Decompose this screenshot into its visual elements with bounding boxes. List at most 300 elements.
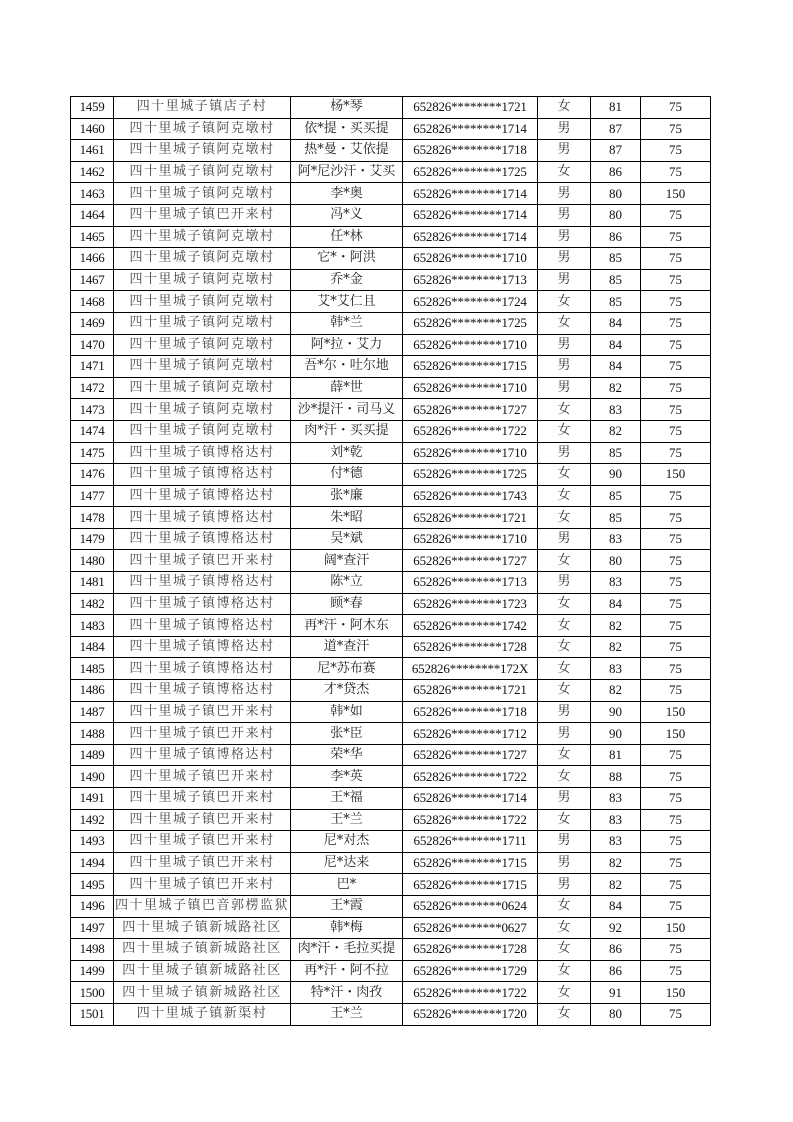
id-number-cell: 652826********1721 [403, 507, 538, 529]
row-number: 1491 [71, 788, 114, 810]
id-number-cell: 652826********0624 [403, 895, 538, 917]
table-row [71, 312, 711, 334]
age-cell: 80 [591, 204, 641, 226]
amount-cell: 150 [641, 917, 711, 939]
name-cell: 特*汗・肉孜 [291, 982, 403, 1004]
id-number-cell: 652826********1722 [403, 766, 538, 788]
id-number-cell: 652826********1710 [403, 334, 538, 356]
address-cell: 四十里城子镇博格达村 [114, 485, 291, 507]
name-cell: 冯*义 [291, 204, 403, 226]
name-cell: 王*兰 [291, 1003, 403, 1025]
id-number-cell: 652826********1710 [403, 442, 538, 464]
row-number: 1500 [71, 982, 114, 1004]
table-row [71, 982, 711, 1004]
address-cell: 四十里城子镇博格达村 [114, 680, 291, 702]
amount-cell: 75 [641, 766, 711, 788]
table-row [71, 118, 711, 140]
id-number-cell: 652826********1724 [403, 291, 538, 313]
age-cell: 83 [591, 831, 641, 853]
name-cell: 吴*斌 [291, 528, 403, 550]
address-cell: 四十里城子镇巴开来村 [114, 766, 291, 788]
id-number-cell: 652826********1710 [403, 248, 538, 270]
age-cell: 83 [591, 809, 641, 831]
name-cell: 依*提・买买提 [291, 118, 403, 140]
name-cell: 张*廉 [291, 485, 403, 507]
amount-cell: 75 [641, 831, 711, 853]
name-cell: 尼*苏布赛 [291, 658, 403, 680]
row-number: 1485 [71, 658, 114, 680]
id-number-cell: 652826********1723 [403, 593, 538, 615]
age-cell: 90 [591, 701, 641, 723]
address-cell: 四十里城子镇阿克墩村 [114, 118, 291, 140]
table-row [71, 939, 711, 961]
age-cell: 82 [591, 615, 641, 637]
amount-cell: 150 [641, 183, 711, 205]
address-cell: 四十里城子镇巴开来村 [114, 204, 291, 226]
table-row [71, 226, 711, 248]
table-row [71, 420, 711, 442]
age-cell: 84 [591, 312, 641, 334]
amount-cell: 75 [641, 939, 711, 961]
address-cell: 四十里城子镇博格达村 [114, 593, 291, 615]
table-row [71, 701, 711, 723]
amount-cell: 75 [641, 788, 711, 810]
address-cell: 四十里城子镇阿克墩村 [114, 226, 291, 248]
sex-cell: 女 [538, 636, 591, 658]
id-number-cell: 652826********1727 [403, 399, 538, 421]
table-row [71, 204, 711, 226]
amount-cell: 75 [641, 97, 711, 119]
table-row [71, 140, 711, 162]
name-cell: 艾*艾仁且 [291, 291, 403, 313]
address-cell: 四十里城子镇阿克墩村 [114, 269, 291, 291]
address-cell: 四十里城子镇巴开来村 [114, 831, 291, 853]
id-number-cell: 652826********1727 [403, 550, 538, 572]
amount-cell: 75 [641, 658, 711, 680]
id-number-cell: 652826********1710 [403, 377, 538, 399]
age-cell: 90 [591, 723, 641, 745]
amount-cell: 75 [641, 269, 711, 291]
amount-cell: 75 [641, 399, 711, 421]
address-cell: 四十里城子镇阿克墩村 [114, 312, 291, 334]
name-cell: 顾*春 [291, 593, 403, 615]
sex-cell: 女 [538, 658, 591, 680]
id-number-cell: 652826********1721 [403, 680, 538, 702]
row-number: 1487 [71, 701, 114, 723]
sex-cell: 男 [538, 723, 591, 745]
id-number-cell: 652826********1712 [403, 723, 538, 745]
amount-cell: 75 [641, 442, 711, 464]
amount-cell: 75 [641, 680, 711, 702]
age-cell: 85 [591, 507, 641, 529]
sex-cell: 女 [538, 895, 591, 917]
age-cell: 82 [591, 852, 641, 874]
address-cell: 四十里城子镇博格达村 [114, 658, 291, 680]
table-row [71, 852, 711, 874]
name-cell: 尼*对杰 [291, 831, 403, 853]
age-cell: 87 [591, 118, 641, 140]
row-number: 1477 [71, 485, 114, 507]
row-number: 1484 [71, 636, 114, 658]
sex-cell: 男 [538, 183, 591, 205]
age-cell: 82 [591, 636, 641, 658]
age-cell: 80 [591, 550, 641, 572]
sex-cell: 女 [538, 960, 591, 982]
table-row [71, 917, 711, 939]
table-row [71, 723, 711, 745]
name-cell: 道*查汗 [291, 636, 403, 658]
sex-cell: 男 [538, 269, 591, 291]
sex-cell: 男 [538, 248, 591, 270]
address-cell: 四十里城子镇阿克墩村 [114, 291, 291, 313]
address-cell: 四十里城子镇博格达村 [114, 572, 291, 594]
sex-cell: 男 [538, 874, 591, 896]
amount-cell: 75 [641, 636, 711, 658]
age-cell: 88 [591, 766, 641, 788]
address-cell: 四十里城子镇店子村 [114, 97, 291, 119]
name-cell: 陈*立 [291, 572, 403, 594]
table-row [71, 399, 711, 421]
sex-cell: 男 [538, 852, 591, 874]
address-cell: 四十里城子镇新城路社区 [114, 939, 291, 961]
amount-cell: 75 [641, 291, 711, 313]
id-number-cell: 652826********1722 [403, 982, 538, 1004]
amount-cell: 150 [641, 982, 711, 1004]
id-number-cell: 652826********1714 [403, 183, 538, 205]
sex-cell: 女 [538, 982, 591, 1004]
age-cell: 82 [591, 377, 641, 399]
amount-cell: 75 [641, 118, 711, 140]
id-number-cell: 652826********1715 [403, 874, 538, 896]
address-cell: 四十里城子镇阿克墩村 [114, 248, 291, 270]
name-cell: 荣*华 [291, 744, 403, 766]
address-cell: 四十里城子镇巴开来村 [114, 701, 291, 723]
amount-cell: 75 [641, 960, 711, 982]
id-number-cell: 652826********172X [403, 658, 538, 680]
name-cell: 肉*汗・毛拉买提 [291, 939, 403, 961]
address-cell: 四十里城子镇阿克墩村 [114, 161, 291, 183]
table-row [71, 809, 711, 831]
id-number-cell: 652826********1710 [403, 528, 538, 550]
name-cell: 热*曼・艾依提 [291, 140, 403, 162]
table-row [71, 960, 711, 982]
name-cell: 韩*如 [291, 701, 403, 723]
table-row [71, 183, 711, 205]
row-number: 1480 [71, 550, 114, 572]
age-cell: 84 [591, 593, 641, 615]
table-row [71, 874, 711, 896]
table-row [71, 550, 711, 572]
sex-cell: 男 [538, 788, 591, 810]
address-cell: 四十里城子镇阿克墩村 [114, 356, 291, 378]
roster-table [70, 96, 711, 1026]
sex-cell: 女 [538, 744, 591, 766]
id-number-cell: 652826********1718 [403, 701, 538, 723]
amount-cell: 75 [641, 356, 711, 378]
amount-cell: 75 [641, 593, 711, 615]
row-number: 1465 [71, 226, 114, 248]
address-cell: 四十里城子镇阿克墩村 [114, 334, 291, 356]
age-cell: 92 [591, 917, 641, 939]
name-cell: 杨*琴 [291, 97, 403, 119]
sex-cell: 男 [538, 701, 591, 723]
address-cell: 四十里城子镇阿克墩村 [114, 399, 291, 421]
id-number-cell: 652826********1725 [403, 312, 538, 334]
id-number-cell: 652826********1714 [403, 204, 538, 226]
row-number: 1479 [71, 528, 114, 550]
table-row [71, 528, 711, 550]
address-cell: 四十里城子镇博格达村 [114, 615, 291, 637]
age-cell: 85 [591, 269, 641, 291]
sex-cell: 男 [538, 572, 591, 594]
table-row [71, 377, 711, 399]
name-cell: 王*福 [291, 788, 403, 810]
name-cell: 朱*昭 [291, 507, 403, 529]
row-number: 1473 [71, 399, 114, 421]
age-cell: 83 [591, 399, 641, 421]
amount-cell: 75 [641, 528, 711, 550]
id-number-cell: 652826********1729 [403, 960, 538, 982]
amount-cell: 75 [641, 1003, 711, 1025]
age-cell: 85 [591, 442, 641, 464]
amount-cell: 75 [641, 161, 711, 183]
address-cell: 四十里城子镇巴开来村 [114, 788, 291, 810]
id-number-cell: 652826********1718 [403, 140, 538, 162]
address-cell: 四十里城子镇巴音郭楞监狱 [114, 895, 291, 917]
name-cell: 才*贷杰 [291, 680, 403, 702]
id-number-cell: 652826********1714 [403, 226, 538, 248]
address-cell: 四十里城子镇阿克墩村 [114, 140, 291, 162]
table-row [71, 680, 711, 702]
address-cell: 四十里城子镇博格达村 [114, 528, 291, 550]
row-number: 1496 [71, 895, 114, 917]
age-cell: 86 [591, 960, 641, 982]
id-number-cell: 652826********1713 [403, 269, 538, 291]
amount-cell: 75 [641, 874, 711, 896]
row-number: 1474 [71, 420, 114, 442]
row-number: 1481 [71, 572, 114, 594]
address-cell: 四十里城子镇博格达村 [114, 507, 291, 529]
sex-cell: 女 [538, 766, 591, 788]
amount-cell: 75 [641, 572, 711, 594]
address-cell: 四十里城子镇新渠村 [114, 1003, 291, 1025]
sex-cell: 女 [538, 550, 591, 572]
amount-cell: 150 [641, 464, 711, 486]
row-number: 1466 [71, 248, 114, 270]
amount-cell: 150 [641, 701, 711, 723]
id-number-cell: 652826********1722 [403, 420, 538, 442]
id-number-cell: 652826********1722 [403, 809, 538, 831]
sex-cell: 女 [538, 312, 591, 334]
row-number: 1501 [71, 1003, 114, 1025]
address-cell: 四十里城子镇巴开来村 [114, 852, 291, 874]
sex-cell: 男 [538, 334, 591, 356]
amount-cell: 75 [641, 744, 711, 766]
name-cell: 乔*金 [291, 269, 403, 291]
sex-cell: 男 [538, 118, 591, 140]
address-cell: 四十里城子镇巴开来村 [114, 874, 291, 896]
name-cell: 阔*查汗 [291, 550, 403, 572]
amount-cell: 75 [641, 226, 711, 248]
name-cell: 巴* [291, 874, 403, 896]
row-number: 1482 [71, 593, 114, 615]
table-row [71, 161, 711, 183]
age-cell: 86 [591, 161, 641, 183]
row-number: 1494 [71, 852, 114, 874]
name-cell: 它*・阿洪 [291, 248, 403, 270]
name-cell: 李*英 [291, 766, 403, 788]
row-number: 1476 [71, 464, 114, 486]
age-cell: 81 [591, 97, 641, 119]
table-row [71, 248, 711, 270]
id-number-cell: 652826********1725 [403, 464, 538, 486]
name-cell: 阿*拉・艾力 [291, 334, 403, 356]
row-number: 1460 [71, 118, 114, 140]
sex-cell: 女 [538, 680, 591, 702]
row-number: 1490 [71, 766, 114, 788]
amount-cell: 75 [641, 550, 711, 572]
amount-cell: 75 [641, 485, 711, 507]
sex-cell: 男 [538, 140, 591, 162]
name-cell: 吾*尔・吐尔地 [291, 356, 403, 378]
table-row [71, 744, 711, 766]
age-cell: 83 [591, 572, 641, 594]
name-cell: 韩*兰 [291, 312, 403, 334]
row-number: 1472 [71, 377, 114, 399]
row-number: 1488 [71, 723, 114, 745]
table-row [71, 895, 711, 917]
age-cell: 81 [591, 744, 641, 766]
sex-cell: 女 [538, 593, 591, 615]
sex-cell: 男 [538, 377, 591, 399]
age-cell: 86 [591, 939, 641, 961]
id-number-cell: 652826********1714 [403, 788, 538, 810]
sex-cell: 女 [538, 615, 591, 637]
age-cell: 80 [591, 183, 641, 205]
id-number-cell: 652826********1728 [403, 636, 538, 658]
row-number: 1483 [71, 615, 114, 637]
amount-cell: 75 [641, 204, 711, 226]
amount-cell: 150 [641, 723, 711, 745]
name-cell: 王*霞 [291, 895, 403, 917]
amount-cell: 75 [641, 507, 711, 529]
name-cell: 韩*梅 [291, 917, 403, 939]
row-number: 1489 [71, 744, 114, 766]
row-number: 1459 [71, 97, 114, 119]
age-cell: 80 [591, 1003, 641, 1025]
table-row [71, 831, 711, 853]
name-cell: 王*兰 [291, 809, 403, 831]
sex-cell: 男 [538, 528, 591, 550]
roster-table-body [71, 97, 711, 1026]
sex-cell: 女 [538, 97, 591, 119]
sex-cell: 女 [538, 420, 591, 442]
name-cell: 薛*世 [291, 377, 403, 399]
age-cell: 85 [591, 248, 641, 270]
name-cell: 任*林 [291, 226, 403, 248]
address-cell: 四十里城子镇巴开来村 [114, 809, 291, 831]
row-number: 1478 [71, 507, 114, 529]
name-cell: 尼*达来 [291, 852, 403, 874]
sex-cell: 女 [538, 1003, 591, 1025]
age-cell: 85 [591, 485, 641, 507]
row-number: 1493 [71, 831, 114, 853]
amount-cell: 75 [641, 140, 711, 162]
address-cell: 四十里城子镇阿克墩村 [114, 183, 291, 205]
age-cell: 82 [591, 874, 641, 896]
sex-cell: 女 [538, 399, 591, 421]
sex-cell: 男 [538, 204, 591, 226]
row-number: 1486 [71, 680, 114, 702]
address-cell: 四十里城子镇巴开来村 [114, 550, 291, 572]
sex-cell: 女 [538, 464, 591, 486]
age-cell: 91 [591, 982, 641, 1004]
id-number-cell: 652826********1714 [403, 118, 538, 140]
address-cell: 四十里城子镇博格达村 [114, 464, 291, 486]
name-cell: 李*奥 [291, 183, 403, 205]
amount-cell: 75 [641, 895, 711, 917]
row-number: 1463 [71, 183, 114, 205]
table-row [71, 636, 711, 658]
sex-cell: 女 [538, 161, 591, 183]
address-cell: 四十里城子镇阿克墩村 [114, 420, 291, 442]
table-row [71, 507, 711, 529]
table-row [71, 788, 711, 810]
amount-cell: 75 [641, 248, 711, 270]
age-cell: 85 [591, 291, 641, 313]
amount-cell: 75 [641, 852, 711, 874]
name-cell: 沙*提汗・司马义 [291, 399, 403, 421]
id-number-cell: 652826********1725 [403, 161, 538, 183]
table-row [71, 442, 711, 464]
id-number-cell: 652826********1743 [403, 485, 538, 507]
table-row [71, 658, 711, 680]
row-number: 1469 [71, 312, 114, 334]
age-cell: 82 [591, 420, 641, 442]
sex-cell: 男 [538, 226, 591, 248]
name-cell: 肉*汗・买买提 [291, 420, 403, 442]
sex-cell: 女 [538, 485, 591, 507]
address-cell: 四十里城子镇新城路社区 [114, 960, 291, 982]
table-row [71, 572, 711, 594]
amount-cell: 75 [641, 420, 711, 442]
sex-cell: 女 [538, 291, 591, 313]
table-row [71, 464, 711, 486]
table-row [71, 356, 711, 378]
row-number: 1492 [71, 809, 114, 831]
table-row [71, 269, 711, 291]
row-number: 1461 [71, 140, 114, 162]
row-number: 1464 [71, 204, 114, 226]
sex-cell: 女 [538, 917, 591, 939]
sex-cell: 男 [538, 831, 591, 853]
address-cell: 四十里城子镇阿克墩村 [114, 377, 291, 399]
row-number: 1497 [71, 917, 114, 939]
id-number-cell: 652826********1728 [403, 939, 538, 961]
id-number-cell: 652826********1715 [403, 852, 538, 874]
row-number: 1475 [71, 442, 114, 464]
row-number: 1470 [71, 334, 114, 356]
age-cell: 90 [591, 464, 641, 486]
row-number: 1499 [71, 960, 114, 982]
amount-cell: 75 [641, 809, 711, 831]
id-number-cell: 652826********0627 [403, 917, 538, 939]
id-number-cell: 652826********1720 [403, 1003, 538, 1025]
amount-cell: 75 [641, 377, 711, 399]
amount-cell: 75 [641, 615, 711, 637]
address-cell: 四十里城子镇巴开来村 [114, 723, 291, 745]
row-number: 1467 [71, 269, 114, 291]
